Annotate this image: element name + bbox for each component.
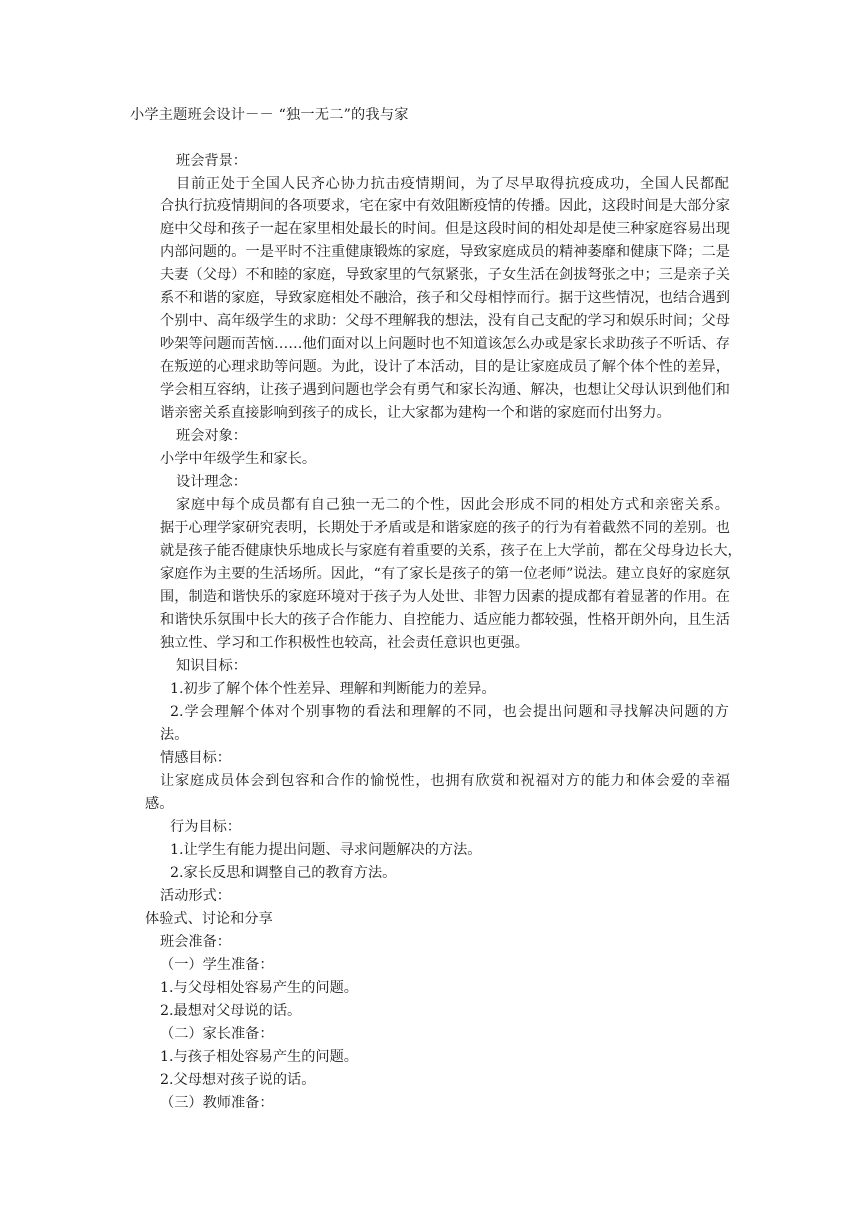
background-line: 庭中父母和孩子一起在家里相处最长的时间。但是这段时间的相处却是使三种家庭容易出现 [160,221,730,237]
background-line: 目前正处于全国人民齐心协力抗击疫情期间，为了尽早取得抗疫成功，全国人民都配 [176,176,729,192]
concept-heading: 设计理念： [176,474,247,490]
concept-line: 独立性、学习和工作积极性也较高，社会责任意识也更强。 [160,635,529,651]
prep-parent-item: 2.父母想对孩子说的话。 [160,1072,316,1088]
behavior-heading: 行为目标： [170,819,241,835]
background-line: 谐亲密关系直接影响到孩子的成长，让大家都为建构一个和谐的家庭而付出努力。 [160,405,671,421]
emotion-heading: 情感目标： [160,750,231,766]
background-line: 个别中、高年级学生的求助：父母不理解我的想法，没有自己支配的学习和娱乐时间；父母 [160,313,730,329]
prep-teacher-heading: （三）教师准备： [160,1095,274,1111]
behavior-item: 1.让学生有能力提出问题、寻求问题解决的方法。 [170,842,482,858]
prep-heading: 班会准备： [160,934,231,950]
concept-line: 就是孩子能否健康快乐地成长与家庭有着重要的关系，孩子在上大学前，都在父母身边长大， [160,543,742,559]
concept-line: 据于心理学家研究表明，长期处于矛盾或是和谐家庭的孩子的行为有着截然不同的差别。也 [160,520,730,536]
concept-line: 围，制造和谐快乐的家庭环境对于孩子为人处世、非智力因素的提成都有着显著的作用。在 [160,589,730,605]
knowledge-item: 2.学会理解个体对个别事物的看法和理解的不同，也会提出问题和寻找解决问题的方 [170,704,729,720]
background-line: 学会相互容纳，让孩子遇到问题也学会有勇气和家长沟通、解决，也想让父母认识到他们和 [160,382,730,398]
knowledge-item: 1.初步了解个体个性差异、理解和判断能力的差异。 [170,681,496,697]
background-line: 系不和谐的家庭，导致家庭相处不融洽，孩子和父母相悖而行。据于这些情况，也结合遇到 [160,290,730,306]
background-heading: 班会背景： [176,153,247,169]
prep-parent-heading: （二）家长准备： [160,1026,274,1042]
concept-line: 家庭中每个成员都有自己独一无二的个性，因此会形成不同的相处方式和亲密关系。 [176,497,729,513]
knowledge-item-continued: 法。 [160,727,189,743]
knowledge-heading: 知识目标： [176,658,247,674]
format-heading: 活动形式： [160,888,231,904]
concept-line: 和谐快乐氛围中长大的孩子合作能力、自控能力、适应能力都较强，性格开朗外向，且生活 [160,612,730,628]
prep-student-item: 1.与父母相处容易产生的问题。 [160,980,358,996]
prep-parent-item: 1.与孩子相处容易产生的问题。 [160,1049,358,1065]
prep-student-item: 2.最想对父母说的话。 [160,1003,302,1019]
audience-text: 小学中年级学生和家长。 [160,451,317,467]
document-title: 小学主题班会设计－－ “独一无二”的我与家 [130,107,409,123]
format-text: 体验式、讨论和分享 [145,911,273,927]
background-line: 夫妻（父母）不和睦的家庭，导致家里的气氛紧张，子女生活在剑拔弩张之中；三是亲子关 [160,267,730,283]
emotion-text: 让家庭成员体会到包容和合作的愉悦性，也拥有欣赏和祝福对方的能力和体会爱的幸福 [160,773,730,789]
background-line: 合执行抗疫情期间的各项要求，宅在家中有效阻断疫情的传播。因此，这段时间是大部分家 [160,198,730,214]
behavior-item: 2.家长反思和调整自己的教育方法。 [170,865,397,881]
prep-student-heading: （一）学生准备： [160,957,274,973]
emotion-text-continued: 感。 [145,796,174,812]
concept-line: 家庭作为主要的生活场所。因此，“有了家长是孩子的第一位老师”说法。建立良好的家庭氛 [160,566,730,582]
background-line: 在叛逆的心理求助等问题。为此，设计了本活动，目的是让家庭成员了解个体个性的差异， [160,359,730,375]
background-line: 吵架等问题而苦恼……他们面对以上问题时也不知道该怎么办或是家长求助孩子不听话、存 [160,336,730,352]
audience-heading: 班会对象： [176,428,247,444]
background-line: 内部问题的。一是平时不注重健康锻炼的家庭，导致家庭成员的精神萎靡和健康下降；二是 [160,244,730,260]
